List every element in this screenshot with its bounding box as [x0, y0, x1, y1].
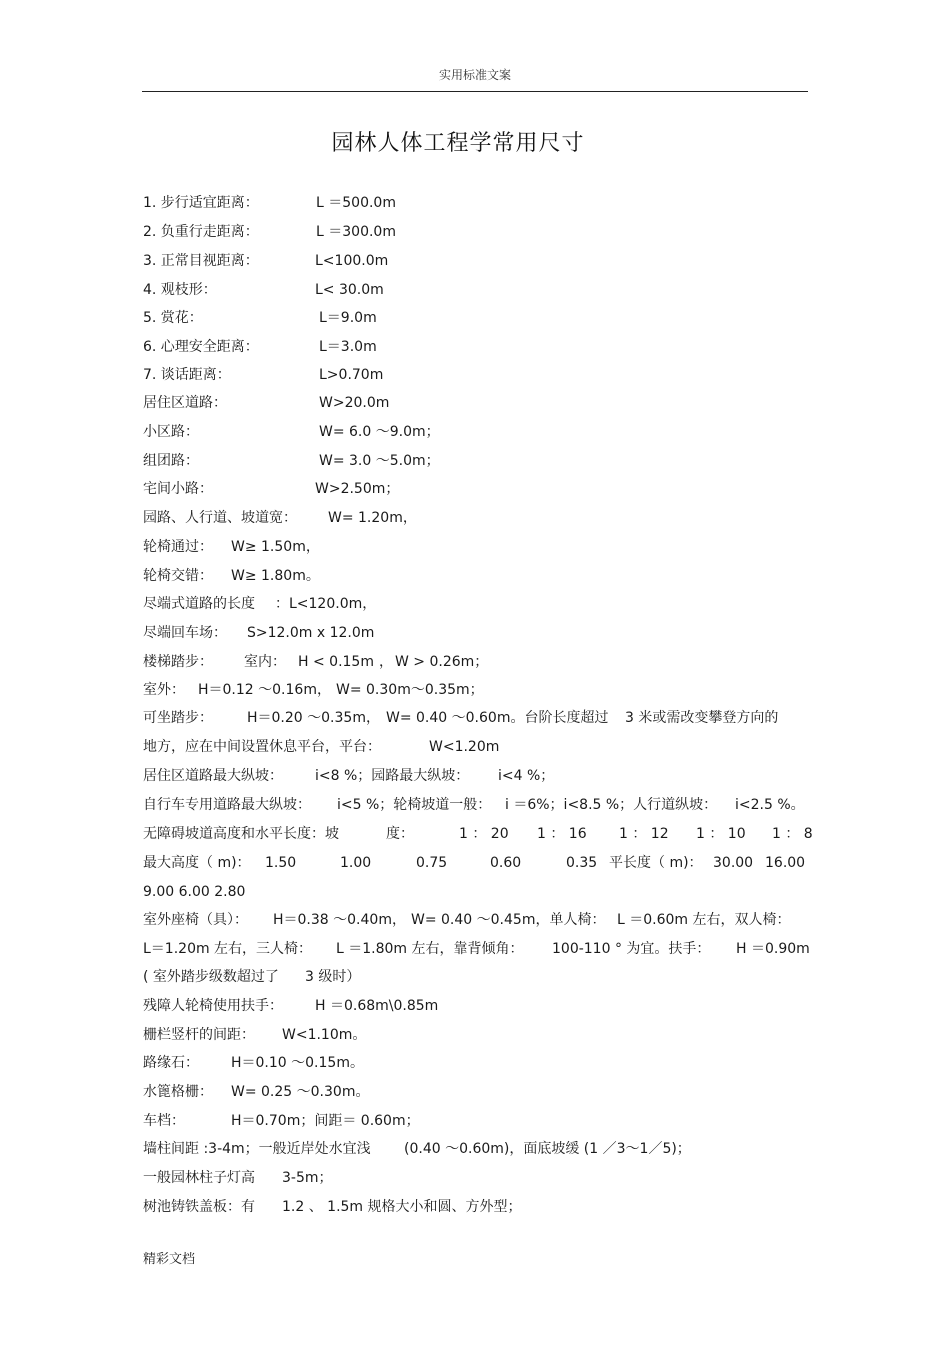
- item-value: L< 30.0m: [315, 282, 384, 298]
- text-segment: H＝0.70m；间距＝ 0.60m；: [231, 1113, 420, 1129]
- text-segment: 一般园林柱子灯高: [143, 1170, 255, 1186]
- text-segment: 车档：: [143, 1113, 185, 1129]
- item-value: W>20.0m: [319, 395, 390, 411]
- text-segment: 室内：: [244, 654, 286, 670]
- text-segment: 1 ： 12: [619, 826, 669, 842]
- page-footer: 精彩文档: [143, 1252, 196, 1267]
- text-segment: (0.40 ～0.60m)，面底坡缓 (1 ／3～1／5)；: [404, 1141, 691, 1157]
- header-text: 实用标准文案: [438, 68, 511, 82]
- text-segment: 0.35: [566, 855, 598, 871]
- item-label: 5. 赏花：: [143, 310, 203, 326]
- text-segment: W= 0.40 ～0.60m。台阶长度超过: [386, 710, 609, 726]
- text-segment: 30.00: [713, 855, 754, 871]
- item-label: 园路、人行道、坡道宽：: [143, 510, 297, 526]
- text-segment: W<1.20m: [429, 739, 500, 755]
- text-segment: 1 ： 20: [459, 826, 509, 842]
- text-segment: W= 0.25 ～0.30m。: [231, 1084, 370, 1100]
- text-segment: H＝0.10 ～0.15m。: [231, 1055, 364, 1071]
- text-segment: 栅栏竖杆的间距：: [143, 1027, 255, 1043]
- text-segment: W<1.10m。: [282, 1027, 367, 1043]
- item-value: W≥ 1.80m。: [231, 568, 320, 584]
- item-value: W= 3.0 ～5.0m；: [319, 453, 440, 469]
- text-segment: 最大高度（ m)：: [143, 855, 251, 871]
- item-value: S>12.0m x 12.0m: [247, 625, 375, 641]
- text-segment: 路缘石：: [143, 1055, 199, 1071]
- item-value: ：L<120.0m，: [275, 596, 377, 612]
- text-segment: L＝1.20m 左右，三人椅：: [143, 941, 313, 957]
- text-segment: ，: [379, 654, 393, 670]
- item-label: 宅间小路：: [143, 481, 213, 497]
- text-segment: 9.00 6.00 2.80: [143, 884, 246, 900]
- text-segment: L ＝1.80m 左右，靠背倾角：: [336, 941, 524, 957]
- item-label: 居住区道路：: [143, 395, 227, 411]
- text-segment: 可坐踏步：: [143, 710, 213, 726]
- text-segment: H ＝0.68m\0.85m: [315, 998, 439, 1014]
- item-label: 2. 负重行走距离：: [143, 224, 259, 240]
- document-title: 园林人体工程学常用尺寸: [331, 131, 585, 156]
- item-label: 尽端回车场：: [143, 625, 227, 641]
- text-segment: L ＝0.60m 左右，双人椅：: [617, 912, 791, 928]
- item-value: W>2.50m；: [315, 481, 400, 497]
- text-segment: 居住区道路最大纵坡：: [143, 768, 283, 784]
- text-segment: H＝0.38 ～0.40m，: [273, 912, 406, 928]
- text-segment: 1 ： 8: [772, 826, 813, 842]
- text-segment: 1 ： 10: [696, 826, 746, 842]
- item-label: 6. 心理安全距离：: [143, 339, 259, 355]
- item-label: 尽端式道路的长度: [143, 596, 255, 612]
- text-segment: H < 0.15m: [298, 654, 374, 670]
- text-segment: 0.75: [416, 855, 448, 871]
- item-label: 轮椅通过：: [143, 539, 213, 555]
- text-segment: 1 ： 16: [537, 826, 587, 842]
- text-segment: 室外：: [143, 682, 185, 698]
- item-value: L<100.0m: [315, 253, 389, 269]
- item-value: W= 1.20m，: [328, 510, 417, 526]
- item-value: L＝9.0m: [319, 310, 377, 326]
- text-segment: 度：: [386, 826, 414, 842]
- text-segment: 楼梯踏步：: [143, 654, 213, 670]
- text-segment: 地方，应在中间设置休息平台，平台：: [143, 739, 381, 755]
- text-segment: W= 0.30m～0.35m；: [336, 682, 484, 698]
- text-segment: i<4 %；: [498, 768, 555, 784]
- text-segment: W > 0.26m；: [395, 654, 489, 670]
- text-segment: i<8 %；园路最大纵坡：: [315, 768, 470, 784]
- text-segment: 自行车专用道路最大纵坡：: [143, 797, 311, 813]
- text-segment: 0.60: [490, 855, 522, 871]
- item-label: 轮椅交错：: [143, 568, 213, 584]
- item-label: 4. 观枝形：: [143, 282, 217, 298]
- item-value: L ＝300.0m: [316, 224, 396, 240]
- text-segment: 墙柱间距 :3-4m；一般近岸处水宜浅: [143, 1141, 371, 1157]
- text-segment: 无障碍坡道高度和水平长度：坡: [143, 826, 339, 842]
- item-value: L ＝500.0m: [316, 195, 396, 211]
- text-segment: i<2.5 %。: [735, 797, 805, 813]
- header-divider: [142, 91, 808, 92]
- text-segment: H＝0.20 ～0.35m，: [247, 710, 380, 726]
- item-value: W= 6.0 ～9.0m；: [319, 424, 440, 440]
- text-segment: H ＝0.90m: [736, 941, 810, 957]
- text-segment: i ＝6%；i<8.5 %；人行道纵坡：: [505, 797, 718, 813]
- text-segment: 3 米或需改变攀登方向的: [625, 710, 779, 726]
- text-segment: 1.2 、 1.5m 规格大小和圆、方外型；: [282, 1199, 522, 1215]
- text-segment: 残障人轮椅使用扶手：: [143, 998, 283, 1014]
- item-label: 7. 谈话距离：: [143, 367, 231, 383]
- text-segment: 室外座椅（具）：: [143, 912, 248, 928]
- text-segment: 1.50: [265, 855, 297, 871]
- text-segment: H＝0.12 ～0.16m，: [198, 682, 331, 698]
- item-label: 小区路：: [143, 424, 199, 440]
- text-segment: 3 级时）: [305, 969, 361, 985]
- item-value: W≥ 1.50m，: [231, 539, 320, 555]
- text-segment: 1.00: [340, 855, 372, 871]
- item-label: 3. 正常目视距离：: [143, 253, 259, 269]
- text-segment: 100-110 ° 为宜。扶手：: [552, 941, 711, 957]
- text-segment: 树池铸铁盖板：有: [143, 1199, 255, 1215]
- text-segment: i<5 %；轮椅坡道一般：: [337, 797, 492, 813]
- item-value: L＝3.0m: [319, 339, 377, 355]
- text-segment: 3-5m；: [282, 1170, 333, 1186]
- text-segment: ( 室外踏步级数超过了: [143, 969, 279, 985]
- text-segment: 16.00: [765, 855, 806, 871]
- item-value: L>0.70m: [319, 367, 384, 383]
- item-label: 1. 步行适宜距离：: [143, 195, 259, 211]
- text-segment: 水篦格栅：: [143, 1084, 213, 1100]
- text-segment: 平长度（ m)：: [609, 855, 703, 871]
- item-label: 组团路：: [143, 453, 199, 469]
- text-segment: W= 0.40 ～0.45m，单人椅：: [411, 912, 606, 928]
